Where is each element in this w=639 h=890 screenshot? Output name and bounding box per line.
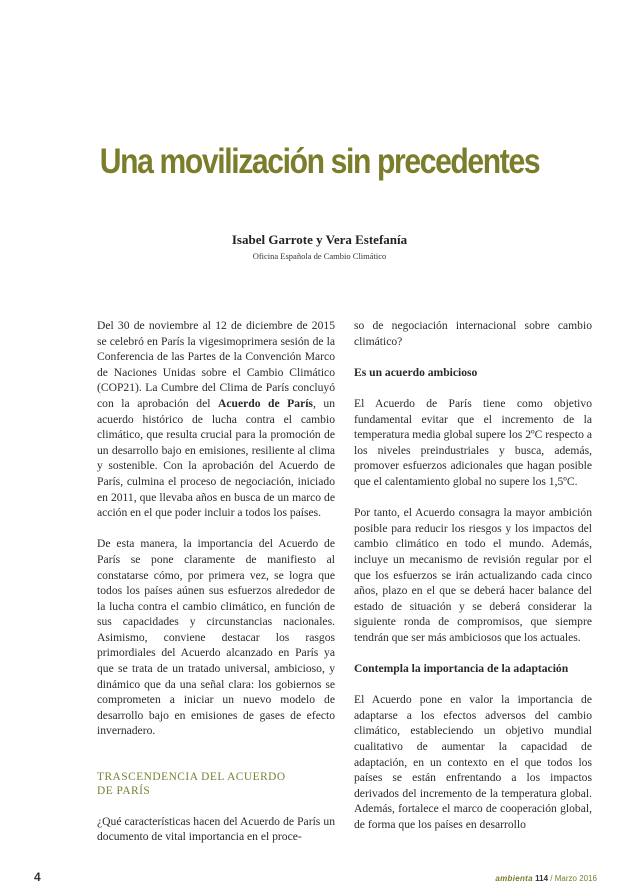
paragraph-intro bbox=[97, 318, 335, 521]
magazine-brand: ambienta bbox=[495, 874, 533, 883]
spacer bbox=[97, 755, 335, 771]
right-column bbox=[354, 318, 592, 833]
paragraph-adaptation: El Acuerdo pone en valor la importancia de adaptarse a los efectos adversos del cambio climático, estableciendo un objetivo mundial cualitativo de aumentar la capacidad de adaptación, en un contexto en el que todos los países se están enfrentando a los impactos derivados del incremento de la temperatura global. Además, fortalece el marco de cooperación global, de forma que los países en desarrollo bbox=[354, 693, 592, 831]
paragraph-continuation: so de negociación internacional sobre cambio climático? bbox=[354, 319, 592, 348]
issue-date: Marzo 2016 bbox=[554, 874, 597, 883]
section-heading-line-1: TRASCENDENCIA DEL ACUERDO bbox=[97, 771, 286, 784]
paris-agreement-emphasis: Acuerdo de París bbox=[217, 396, 313, 410]
page-number: 4 bbox=[34, 870, 41, 884]
author-affiliation: Oficina Española de Cambio Climático bbox=[252, 251, 387, 261]
left-column bbox=[97, 318, 335, 845]
magazine-footer bbox=[495, 874, 597, 883]
paragraph-ambition: Por tanto, el Acuerdo consagra la mayor ambición posible para reducir los riesgos y los impactos del cambio climático en todo el mundo. Además, incluye un mecanismo de revisión regular por el que los esfuerzos se irán actualizando cada cinco años, plazo en el que se deberá hacer balance del estado de situación y se deberá considerar la siguiente ronda de compromisos, que siempre tendrán que ser más ambiciosos que los actuales. bbox=[354, 506, 592, 644]
paragraph-question: ¿Qué características hacen del Acuerdo de París un documento de vital importancia en el proce- bbox=[97, 814, 335, 844]
issue-number: 114 bbox=[535, 874, 549, 883]
subheading-ambitious: Es un acuerdo ambicioso bbox=[354, 365, 478, 379]
paragraph-importance: De esta manera, la importancia del Acuerdo de París se pone claramente de manifiesto al constatarse cómo, por primera vez, se logra que todos los países aúnen sus esfuerzos alrededor de la lucha contra el cambio climático, en función de sus capacidades y circunstancias nacionales. Asimismo, conviene destacar los rasgos primordiales del Acuerdo alcanzado en París ya que se trata de un tratado universal, ambicioso, y dinámico que da una señal clara: los gobiernos se comprometen a iniciar un nuevo modelo de desarrollo bajo en emisiones de gases de efecto invernadero. bbox=[97, 537, 335, 738]
section-heading-line-2: DE PARÍS bbox=[97, 785, 151, 798]
paragraph-intro-text-b: , un acuerdo histórico de lucha contra el cambio climático, que resulta crucial para la promoción de un desarrollo bajo en emisiones, resiliente al clima y sostenible. Con la aprobación del Acuerdo de París, culmina el proceso de negociación, iniciado en 2011, que llevaba años en busca de un marco de acción en el que poder incluir a todos los países. bbox=[97, 396, 335, 520]
paragraph-objective: El Acuerdo de París tiene como objetivo fundamental evitar que el incremento de la temperatura media global supere los 2ºC respecto a los niveles preindustriales y busca, además, promover esfuerzos adicionales que hagan posible que el calentamiento global no supere los 1,5ºC. bbox=[354, 396, 592, 488]
article-authors: Isabel Garrote y Vera Estefanía bbox=[231, 232, 408, 247]
footer-separator: / bbox=[550, 874, 553, 883]
paragraph-intro-text-a: Del 30 de noviembre al 12 de diciembre de 2015 se celebró en París la vigesimoprimera sesión de la Conferencia de las Partes de la Convención Marco de Naciones Unidas sobre el Cambio Climático (COP21). La Cumbre del Clima de París concluyó con la aprobación del bbox=[97, 319, 335, 410]
subheading-adaptation: Contempla la importancia de la adaptación bbox=[354, 662, 569, 676]
article-title: Una movilización sin precedentes bbox=[99, 142, 540, 181]
section-heading-trascendencia bbox=[97, 770, 335, 798]
